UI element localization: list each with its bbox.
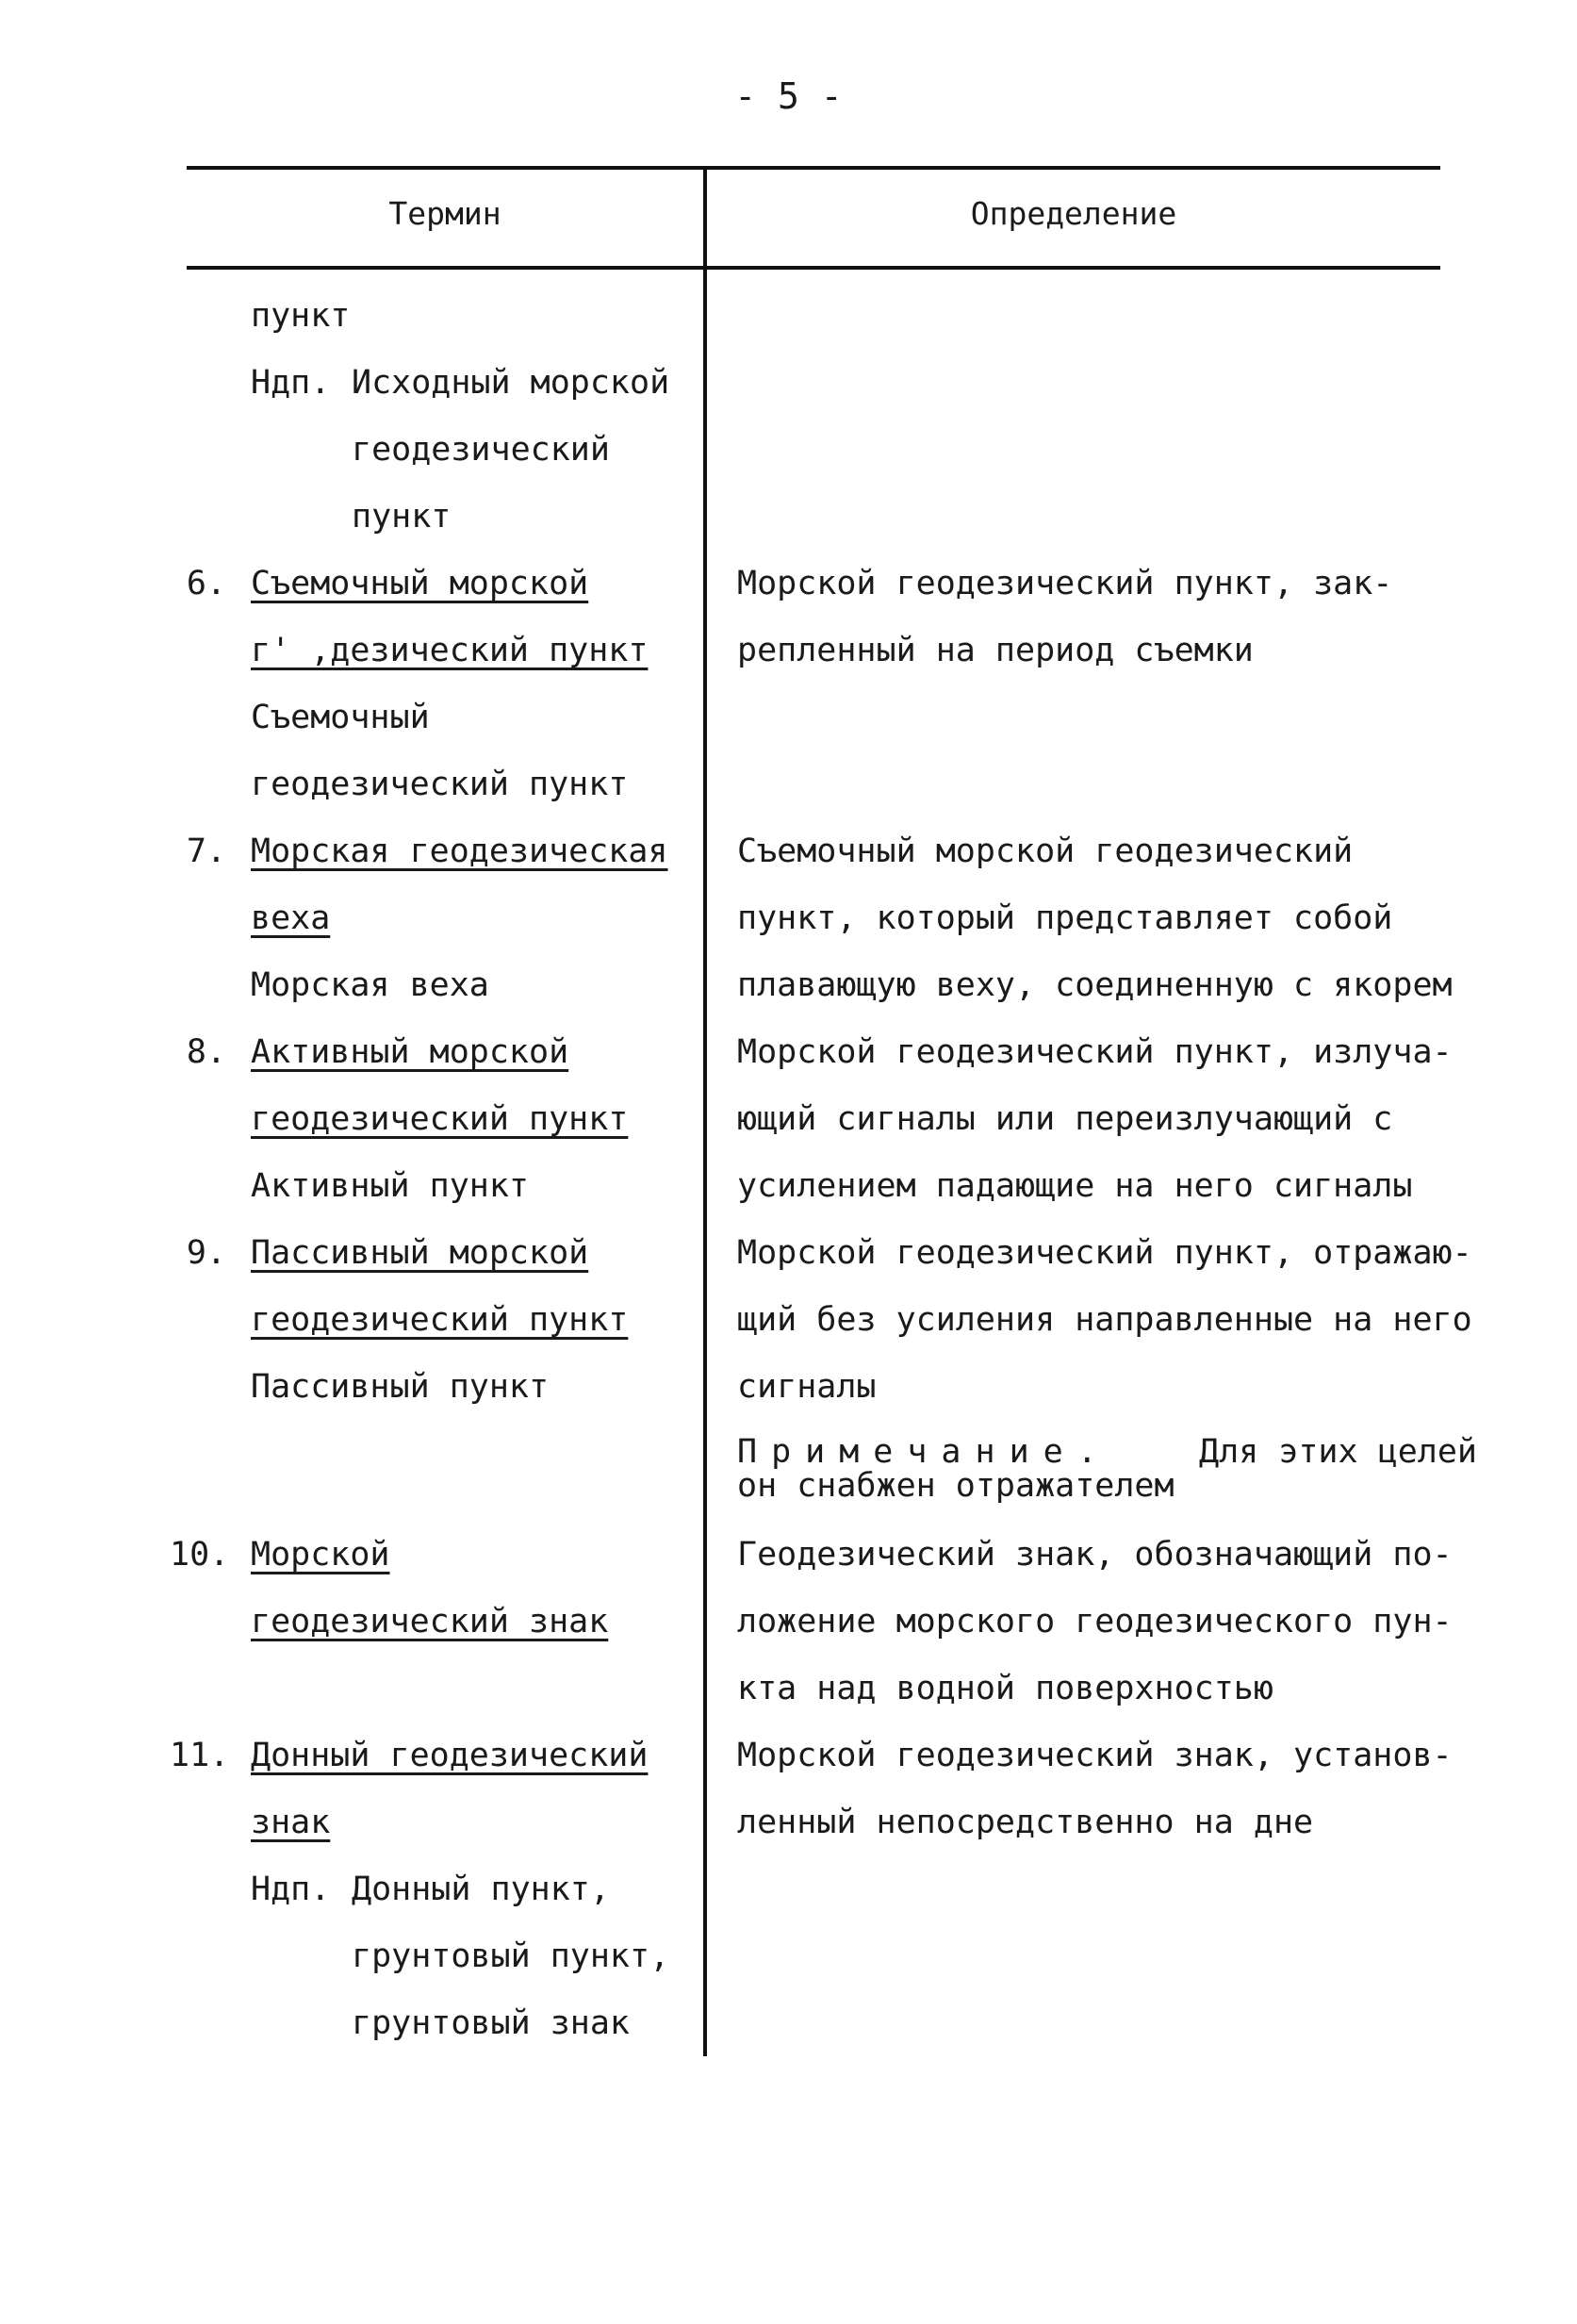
term-title: Пассивный морской [251, 1234, 589, 1272]
definition-text: Морской геодезический знак, установ- [737, 1737, 1453, 1774]
definition-text: усилением падающие на него сигналы [737, 1167, 1413, 1205]
term-ndp-prefix: Ндп. [251, 1871, 331, 1908]
term-title: геодезический пункт [251, 1301, 629, 1339]
term-cont-ndp-line: геодезический [352, 431, 610, 469]
definition-text: плавающую веху, соединенную с якорем [737, 966, 1453, 1004]
term-title: Активный морской [251, 1033, 569, 1071]
table-top-rule [187, 166, 1440, 170]
definition-text: сигналы [737, 1368, 877, 1406]
definition-text: Морской геодезический пункт, отражаю- [737, 1234, 1472, 1272]
term-ndp-line: грунтовый пункт, [352, 1937, 670, 1975]
column-divider [703, 168, 707, 2056]
page-number: - 5 - [734, 75, 843, 117]
definition-text: ленный непосредственно на дне [737, 1804, 1314, 1841]
term-cont-ndp-line: Исходный морской [352, 364, 670, 402]
term-synonym: Пассивный пункт [251, 1368, 550, 1406]
note-text: Для этих целей [1199, 1433, 1478, 1471]
term-number: 8. [186, 1033, 226, 1071]
term-number: 7. [186, 832, 226, 870]
column-header-term: Термин [388, 195, 501, 232]
definition-text: щий без усиления направленные на него [737, 1301, 1472, 1339]
term-title: Съемочный морской [251, 565, 589, 602]
term-number: 6. [186, 565, 226, 602]
definition-text: Геодезический знак, обозначающий по- [737, 1536, 1453, 1574]
term-title: Морской [251, 1536, 390, 1574]
term-ndp-line: грунтовый знак [352, 2004, 631, 2042]
term-synonym: геодезический пункт [251, 766, 629, 803]
term-number: 11. [170, 1737, 230, 1774]
definition-text: Морской геодезический пункт, излуча- [737, 1033, 1453, 1071]
term-synonym: Активный пункт [251, 1167, 530, 1205]
term-cont-ndp-line: пункт [352, 498, 452, 536]
term-title: знак [251, 1804, 331, 1841]
table-header-rule [187, 266, 1440, 270]
term-cont-line: пункт [251, 297, 351, 335]
term-title: геодезический знак [251, 1603, 609, 1640]
column-header-definition: Определение [970, 195, 1177, 232]
term-title: веха [251, 899, 331, 937]
term-title: Морская геодезическая [251, 832, 668, 870]
note-text: он снабжен отражателем [737, 1467, 1175, 1505]
definition-text: кта над водной поверхностью [737, 1670, 1273, 1707]
note-label: Примечание. [737, 1433, 1111, 1471]
term-number: 10. [170, 1536, 230, 1574]
definition-text: пункт, который представляет собой [737, 899, 1393, 937]
definition-text: Морской геодезический пункт, зак- [737, 565, 1393, 602]
term-number: 9. [186, 1234, 226, 1272]
term-title: геодезический пункт [251, 1100, 629, 1138]
term-ndp-line: Донный пункт, [352, 1871, 610, 1908]
term-cont-ndp-prefix: Ндп. [251, 364, 331, 402]
term-synonym: Съемочный [251, 699, 430, 736]
definition-text: Съемочный морской геодезический [737, 832, 1354, 870]
term-synonym: Морская веха [251, 966, 489, 1004]
term-title: г' ,дезический пункт [251, 632, 649, 669]
definition-text: ющий сигналы или переизлучающий с [737, 1100, 1393, 1138]
term-title: Донный геодезический [251, 1737, 649, 1774]
definition-text: ложение морского геодезического пун- [737, 1603, 1453, 1640]
definition-text: репленный на период съемки [737, 632, 1254, 669]
